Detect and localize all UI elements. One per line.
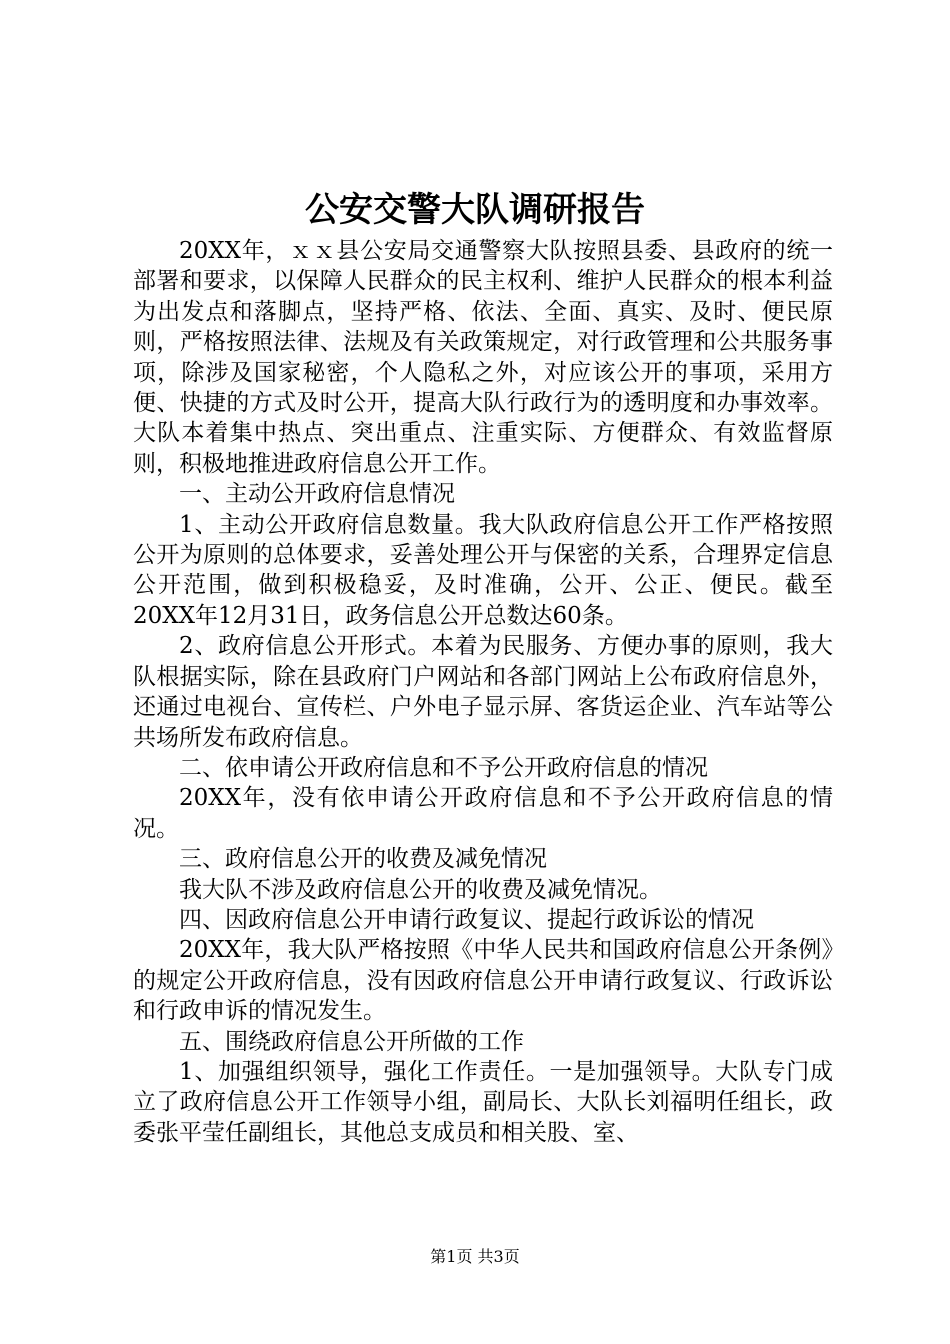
section-heading-2: 二、依申请公开政府信息和不予公开政府信息的情况 <box>179 754 708 781</box>
paragraph: 1、加强组织领导，强化工作责任。一是加强领导。大队专门成立了政府信息公开工作领导小组，副局长、大队长刘福明任组长，政委张平莹任副组长，其他总支成员和相关股、室、 <box>133 1058 833 1146</box>
paragraph-intro: 20XX年，ｘｘ县公安局交通警察大队按照县委、县政府的统一部署和要求，以保障人民群众的民主权利、维护人民群众的根本利益为出发点和落脚点，坚持严格、依法、全面、真实、及时、便民原则，严格按照法律、法规及有关政策规定，对行政管理和公共服务事项，除涉及国家秘密，个人隐私之外，对应该公开的事项，采用方便、快捷的方式及时公开，提高大队行政行为的透明度和办事效率。大队本着集中热点、突出重点、注重实际、方便群众、有效监督原则，积极地推进政府信息公开工作。 <box>133 238 833 477</box>
page-number-footer: 第1页 共3页 <box>430 1247 520 1266</box>
paragraph: 20XX年，我大队严格按照《中华人民共和国政府信息公开条例》的规定公开政府信息，没有因政府信息公开申请行政复议、行政诉讼和行政申诉的情况发生。 <box>133 937 833 1025</box>
document-body <box>133 236 833 1148</box>
section-heading-5: 五、围绕政府信息公开所做的工作 <box>179 1028 524 1055</box>
paragraph: 我大队不涉及政府信息公开的收费及减免情况。 <box>179 876 662 903</box>
paragraph: 20XX年，没有依申请公开政府信息和不予公开政府信息的情况。 <box>133 785 833 842</box>
document-title: 公安交警大队调研报告 <box>305 190 645 230</box>
paragraph: 1、主动公开政府信息数量。我大队政府信息公开工作严格按照公开为原则的总体要求，妥善处理公开与保密的关系，合理界定信息公开范围，做到积极稳妥，及时准确，公开、公正、便民。截至20XX年12月31日，政务信息公开总数达60条。 <box>133 511 833 629</box>
section-heading-1: 一、主动公开政府信息情况 <box>179 481 455 508</box>
section-heading-4: 四、因政府信息公开申请行政复议、提起行政诉讼的情况 <box>179 906 754 933</box>
paragraph: 2、政府信息公开形式。本着为民服务、方便办事的原则，我大队根据实际，除在县政府门户网站和各部门网站上公布政府信息外，还通过电视台、宣传栏、户外电子显示屏、客货运企业、汽车站等公共场所发布政府信息。 <box>133 633 833 751</box>
section-heading-3: 三、政府信息公开的收费及减免情况 <box>179 846 547 873</box>
